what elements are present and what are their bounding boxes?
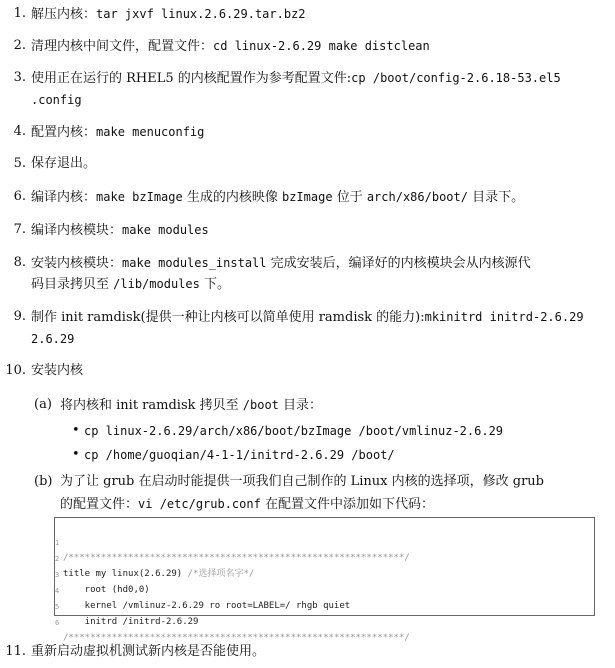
step-number: 4. (13, 124, 26, 139)
bullet-code: cp /home/guoqian/4-1-1/initrd-2.6.29 /boot/ (84, 448, 395, 462)
code-text: /**************************************************************/ (63, 633, 410, 643)
step-code: make modules (122, 223, 209, 237)
bullet-dot: • (72, 447, 80, 462)
code-text: /**************************************************************/ (63, 553, 410, 563)
step-number: 11. (5, 644, 26, 659)
step-text: 码目录拷贝至 (31, 277, 114, 292)
step-number: 5. (13, 156, 26, 171)
step-number: 8. (13, 255, 26, 270)
step-code-continued: 2.6.29 (31, 332, 75, 346)
substep-code: vi /etc/grub.conf (138, 497, 261, 511)
step-code-continued: .config (31, 93, 82, 107)
step-code: /lib/modules (113, 277, 200, 291)
step-text: 解压内核： (31, 7, 97, 22)
step-text: 重新启动虚拟机测试新内核是否能使用。 (31, 644, 266, 659)
step-text: 生成的内核映像 (182, 190, 282, 205)
step-text: 编译内核： (31, 190, 97, 205)
line-number: 5 (55, 603, 60, 611)
step-number: 2. (13, 38, 26, 53)
substep-text: 在配置文件中添加如下代码： (260, 497, 434, 512)
step-code: cp /boot/config-2.6.18-53.el5 (351, 71, 561, 85)
step-code: bzImage (281, 190, 333, 204)
step-code: make bzImage (96, 190, 183, 204)
code-block (54, 517, 595, 643)
step-text: 配置内核： (31, 125, 97, 140)
step-text: 完成安装后，编译好的内核模块会从内核源代 (266, 256, 531, 271)
code-text: title my linux(2.6.29) (63, 569, 188, 579)
step-text: 编译内核模块： (31, 223, 123, 238)
step-number: 1. (13, 6, 26, 21)
code-line (55, 537, 594, 579)
line-number: 6 (55, 619, 60, 627)
step-number: 3. (13, 70, 26, 85)
step-code: tar jxvf linux.2.6.29.tar.bz2 (96, 7, 306, 21)
step-number: 9. (13, 309, 26, 324)
substep-text: 的配置文件： (60, 497, 139, 512)
step-code: mkinitrd initrd-2.6.29 (424, 310, 584, 324)
code-text: kernel /vmlinuz-2.6.29 ro root=LABEL=/ rhgb quiet (63, 601, 351, 611)
line-number: 4 (55, 587, 60, 595)
step-text: 清理内核中间文件，配置文件： (31, 39, 214, 54)
code-line (55, 521, 594, 563)
code-text: initrd /initrd-2.6.29 (63, 617, 199, 627)
bullet-dot: • (72, 423, 80, 438)
code-text: root (hd0,0) (63, 585, 150, 595)
substep-label: (a) (34, 397, 52, 412)
step-code: cd linux-2.6.29 make distclean (213, 39, 430, 53)
substep-text: 为了让 grub 在启动时能提供一项我们自己制作的 Linux 内核的选择项，修改 grub (60, 474, 544, 489)
step-text: 安装内核 (31, 363, 84, 378)
code-comment: /*选择项名字*/ (187, 569, 255, 579)
step-number: 6. (13, 189, 26, 204)
line-number: 3 (55, 571, 60, 579)
step-code: make menuconfig (96, 125, 205, 139)
step-text: 位于 (332, 190, 367, 205)
step-text: 使用正在运行的 RHEL5 的内核配置作为参考配置文件: (31, 71, 352, 86)
substep-text: 目录： (278, 398, 323, 413)
step-text: 保存退出。 (31, 156, 97, 171)
substep-code: /boot (242, 398, 279, 412)
line-number: 2 (55, 555, 60, 563)
step-number: 7. (13, 222, 26, 237)
step-text: 目录下。 (467, 190, 525, 205)
substep-label: (b) (34, 474, 53, 489)
step-number: 10. (5, 363, 26, 378)
step-text: 安装内核模块： (31, 256, 123, 271)
step-code: make modules_install (122, 256, 267, 270)
bullet-code: cp linux-2.6.29/arch/x86/boot/bzImage /boot/vmlinuz-2.6.29 (84, 424, 504, 438)
step-text: 制作 init ramdisk(提供一种让内核可以简单使用 ramdisk 的能力): (31, 310, 425, 325)
line-number: 1 (55, 539, 60, 547)
step-text: 下。 (199, 277, 230, 292)
step-code: arch/x86/boot/ (366, 190, 468, 204)
substep-text: 将内核和 init ramdisk 拷贝至 (60, 398, 243, 413)
